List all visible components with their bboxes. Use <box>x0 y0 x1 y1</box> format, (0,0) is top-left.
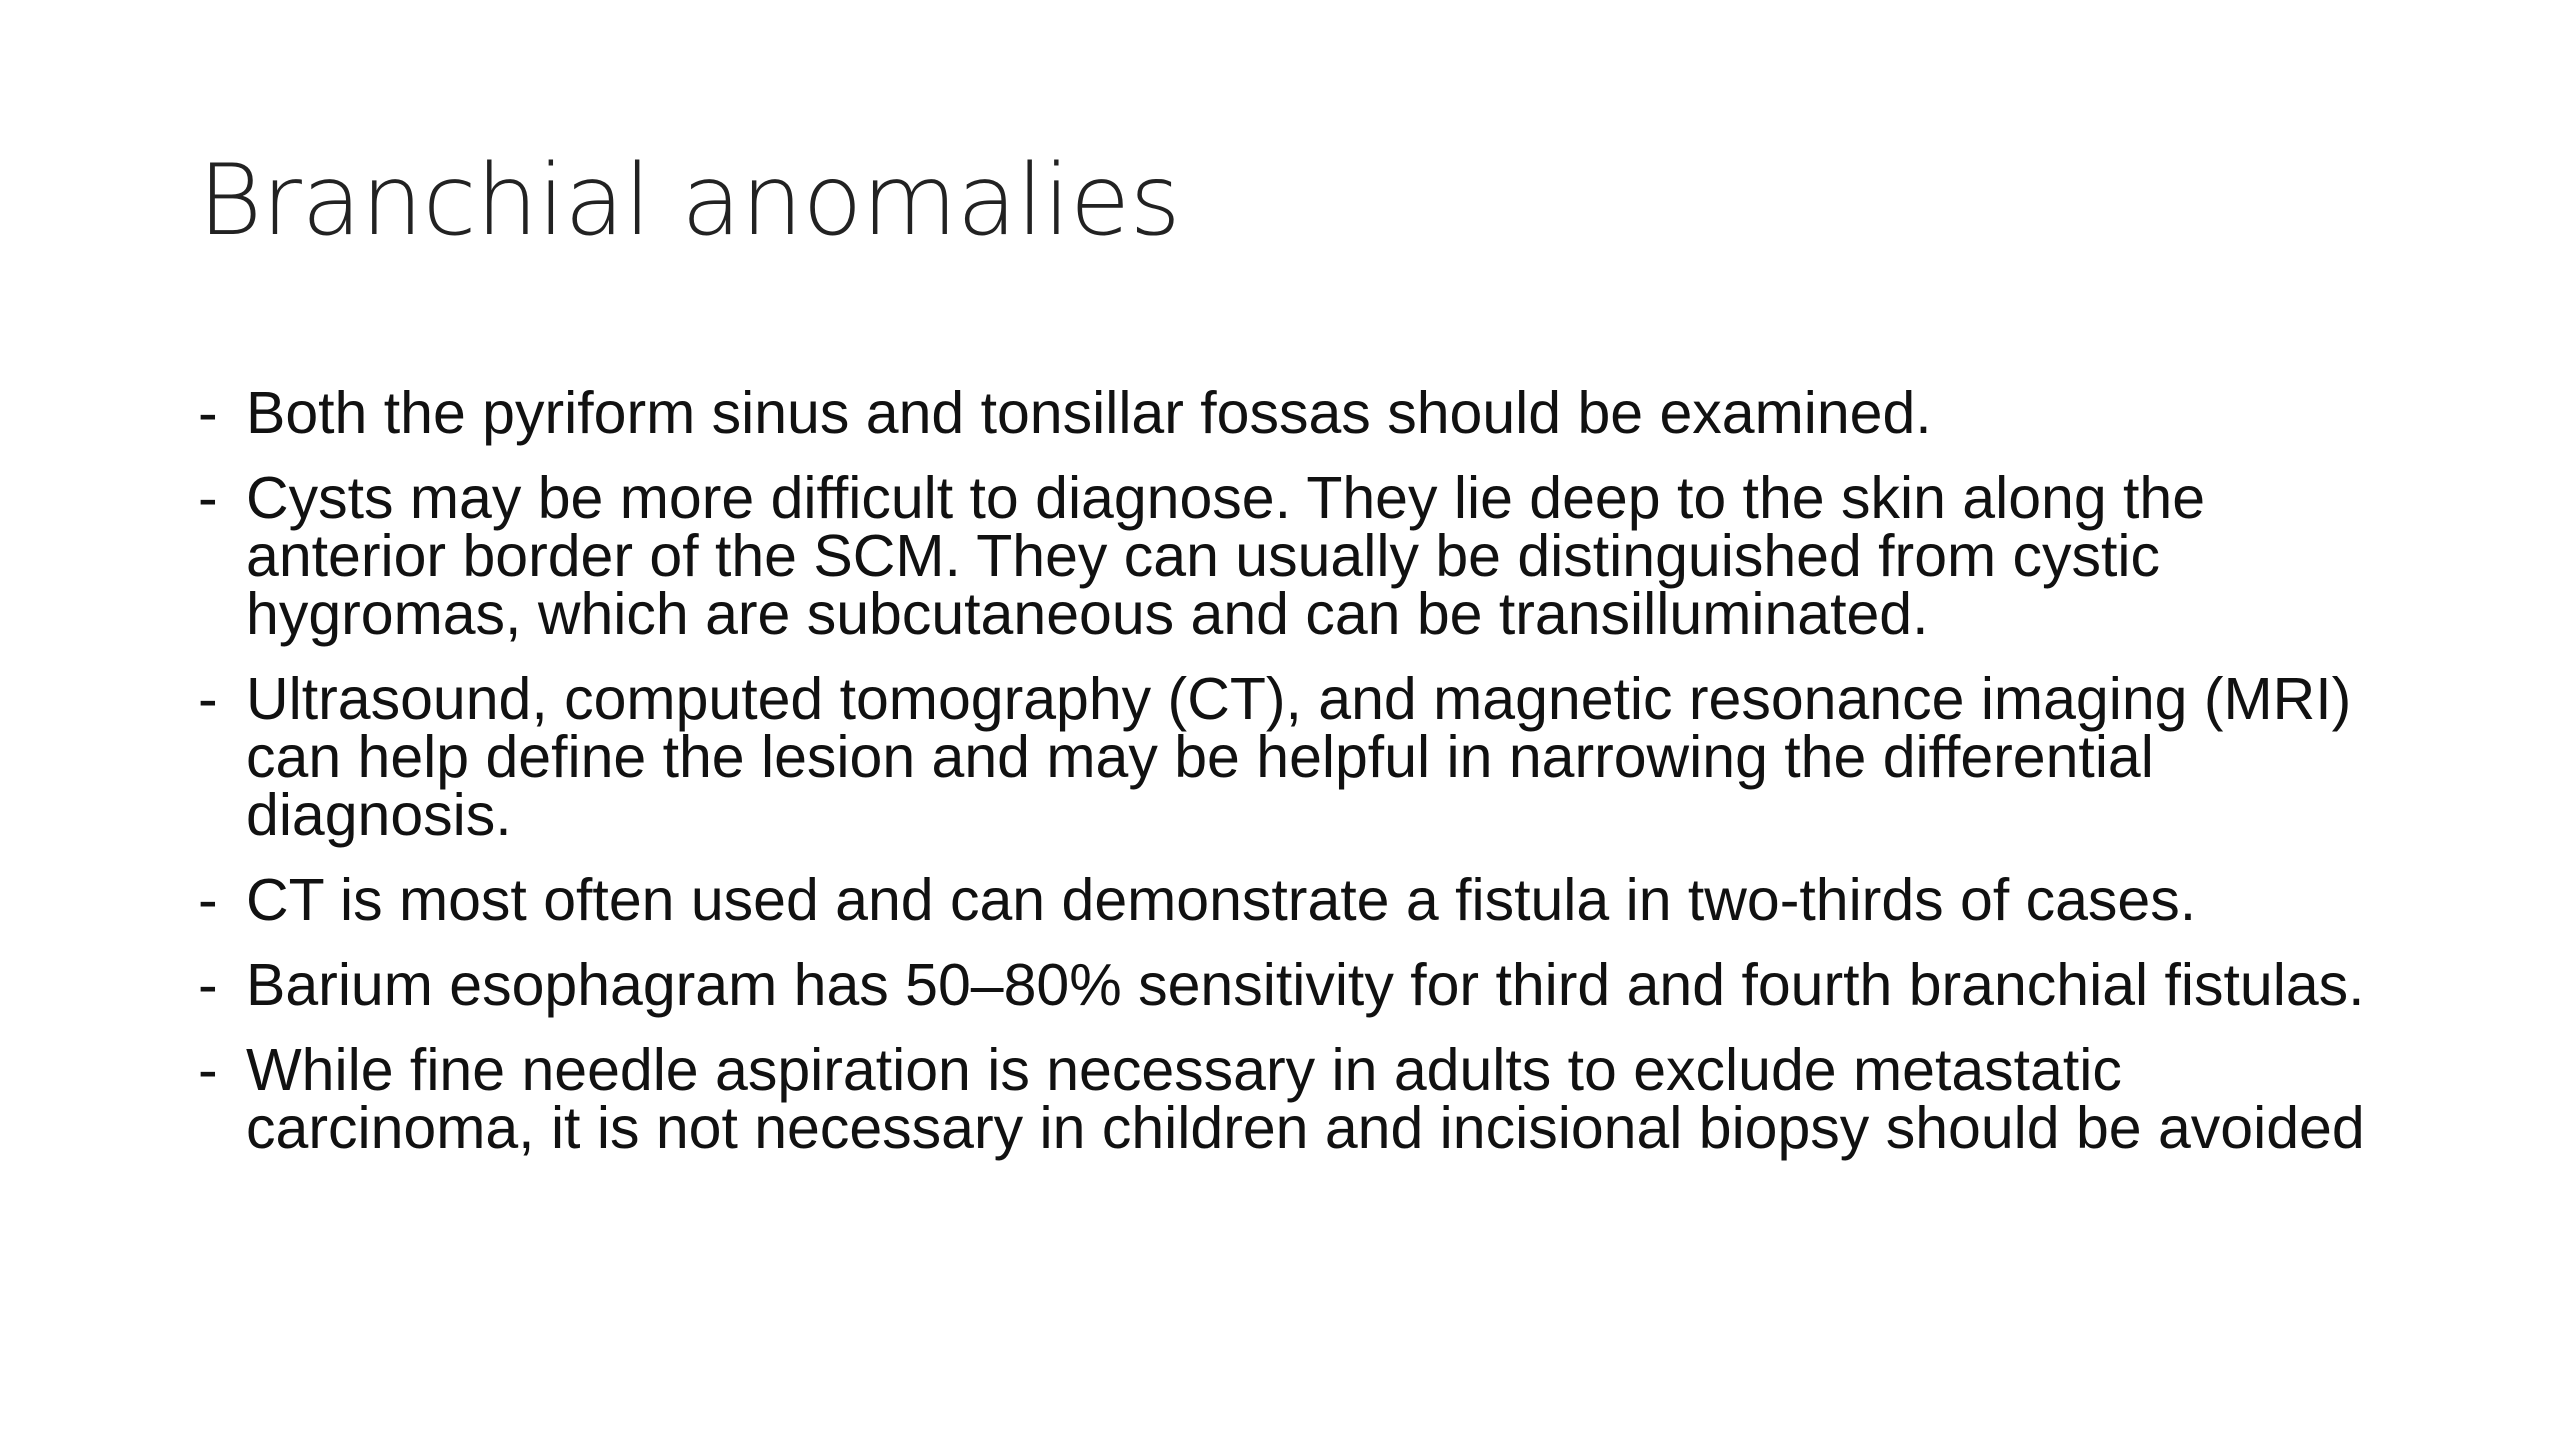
bullet-item <box>198 867 2398 933</box>
bullet-marker: - <box>198 867 218 933</box>
bullet-item <box>198 952 2398 1018</box>
bullet-marker: - <box>198 952 218 1018</box>
bullet-item <box>198 1037 2398 1161</box>
bullet-marker: - <box>198 465 218 531</box>
bullet-item <box>198 380 2398 446</box>
bullet-text: Barium esophagram has 50–80% sensitivity for third and fourth branchial fistulas. <box>246 952 2365 1018</box>
bullet-item <box>198 465 2398 647</box>
bullet-text: Cysts may be more difficult to diagnose. They lie deep to the skin along the anterior border of the SCM. They can usually be distinguished from cystic hygromas, which are subcutaneous and can be transilluminated. <box>246 465 2206 647</box>
bullet-text: Both the pyriform sinus and tonsillar fossas should be examined. <box>246 380 1932 446</box>
bullet-marker: - <box>198 380 218 446</box>
bullet-text: CT is most often used and can demonstrate a fistula in two-thirds of cases. <box>246 867 2197 933</box>
bullet-marker: - <box>198 1037 218 1103</box>
bullet-text: Ultrasound, computed tomography (CT), and magnetic resonance imaging (MRI) can help define the lesion and may be helpful in narrowing the differential diagnosis. <box>246 666 2352 848</box>
bullet-list <box>198 380 2398 1184</box>
slide-title: Branchial anomalies <box>198 144 1181 258</box>
bullet-item <box>198 666 2398 848</box>
bullet-marker: - <box>198 666 218 732</box>
bullet-text: While fine needle aspiration is necessary in adults to exclude metastatic carcinoma, it is not necessary in children and incisional biopsy should be avoided <box>246 1037 2365 1161</box>
